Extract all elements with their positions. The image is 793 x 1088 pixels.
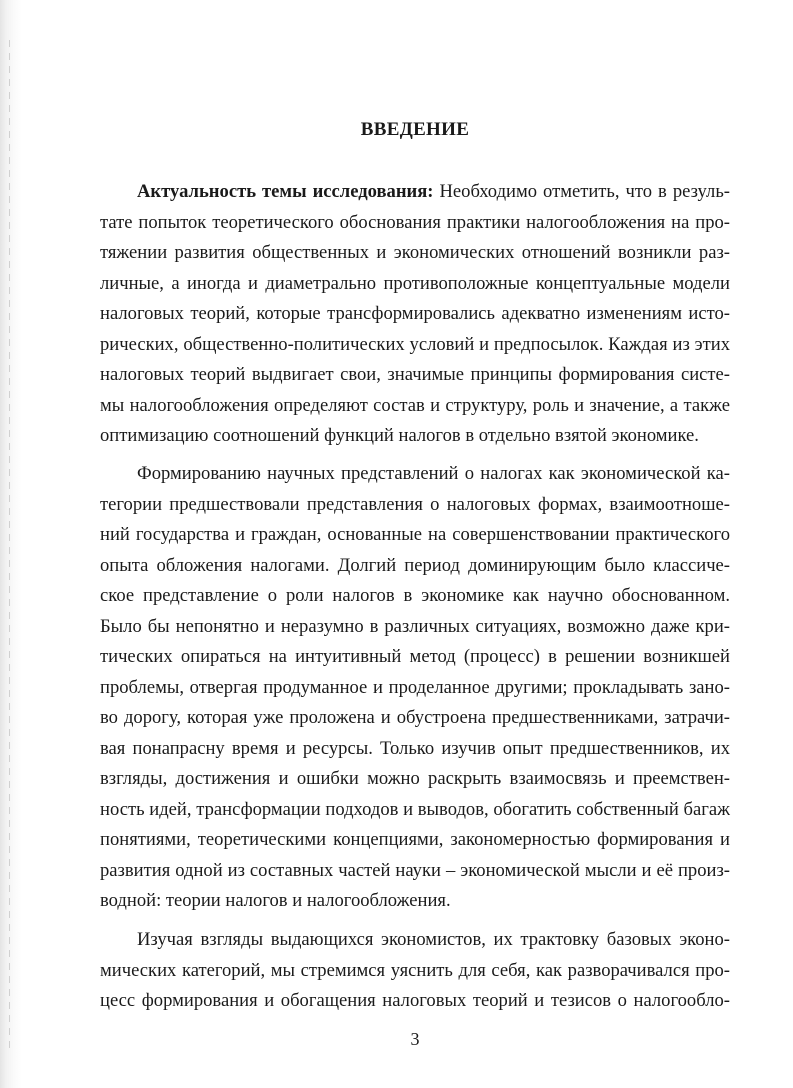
paragraph-line: цесс формирования и обогащения налоговых теорий и тезисов о налогообло- <box>100 990 730 1011</box>
paragraph-relevance <box>100 177 730 452</box>
scan-edge <box>0 0 22 1088</box>
paragraph-line: личные, а иногда и диаметрально противоположные концептуальные модели <box>100 272 730 294</box>
paragraph-line: тяжении развития общественных и экономических отношений возникли раз- <box>100 242 730 263</box>
paragraph-history <box>100 459 730 917</box>
paragraph-line: развития одной из составных частей науки – экономической мысли и её произ- <box>100 859 730 881</box>
paragraph-line: тате попыток теоретического обоснования практики налогообложения на про- <box>100 211 730 233</box>
paragraph-line: во дорогу, которая уже проложена и обустроена предшественниками, затрачи- <box>100 707 730 728</box>
paragraph-line: мы налогообложения определяют состав и структуру, роль и значение, а также <box>100 394 730 416</box>
page-heading: ВВЕДЕНИЕ <box>360 119 470 140</box>
scan-edge-line <box>9 40 10 1050</box>
paragraph-line: проблемы, отвергая продуманное и проделанное другими; прокладывать зано- <box>100 676 730 698</box>
paragraph-line: налоговых теорий выдвигает свои, значимые принципы формирования систе- <box>100 364 730 385</box>
lead-line-rest: Необходимо отметить, что в резуль- <box>433 181 730 202</box>
paragraph-line: Было бы непонятно и неразумно в различных ситуациях, возможно даже кри- <box>100 615 730 637</box>
paragraph-line: тегории предшествовали представления о налоговых формах, взаимоотноше- <box>100 493 730 515</box>
paragraph-line: рических, общественно-политических условий и предпосылок. Каждая из этих <box>100 333 730 355</box>
paragraph-line: тических опираться на интуитивный метод (процесс) в решении возникшей <box>100 646 730 667</box>
paragraph-economists <box>100 925 730 1017</box>
paragraph-line: ское представление о роли налогов в экономике как научно обоснованном. <box>100 585 730 606</box>
paragraph-line: понятиями, теоретическими концепциями, закономерностью формирования и <box>100 829 730 850</box>
paragraph-line: Формированию научных представлений о налогах как экономической ка- <box>137 463 730 484</box>
paragraph-line: мических категорий, мы стремимся уяснить для себя, как разворачивался про- <box>100 959 730 981</box>
paragraph-line: водной: теории налогов и налогообложения. <box>100 890 451 911</box>
bold-lead-in: Актуальность темы исследования: <box>137 181 434 202</box>
paragraph-line: налоговых теорий, которые трансформировались адекватно изменениям исто- <box>100 303 730 324</box>
paragraph-line: опыта обложения налогами. Долгий период доминирующим было классиче- <box>100 554 730 576</box>
paragraph-line: вая понапрасну время и ресурсы. Только изучив опыт предшественников, их <box>100 737 730 759</box>
paragraph-line: ний государства и граждан, основанные на совершенствовании практического <box>100 524 730 545</box>
page-number: 3 <box>410 1029 420 1049</box>
paragraph-line: Изучая взгляды выдающихся экономистов, их трактовку базовых эконо- <box>137 929 730 950</box>
paragraph-line: взгляды, достижения и ошибки можно раскрыть взаимосвязь и преемствен- <box>100 768 730 789</box>
paragraph-line: ность идей, трансформации подходов и выводов, обогатить собственный багаж <box>100 798 730 820</box>
paragraph-line: оптимизацию соотношений функций налогов в отдельно взятой экономике. <box>100 425 699 446</box>
paragraph-line <box>100 177 730 208</box>
